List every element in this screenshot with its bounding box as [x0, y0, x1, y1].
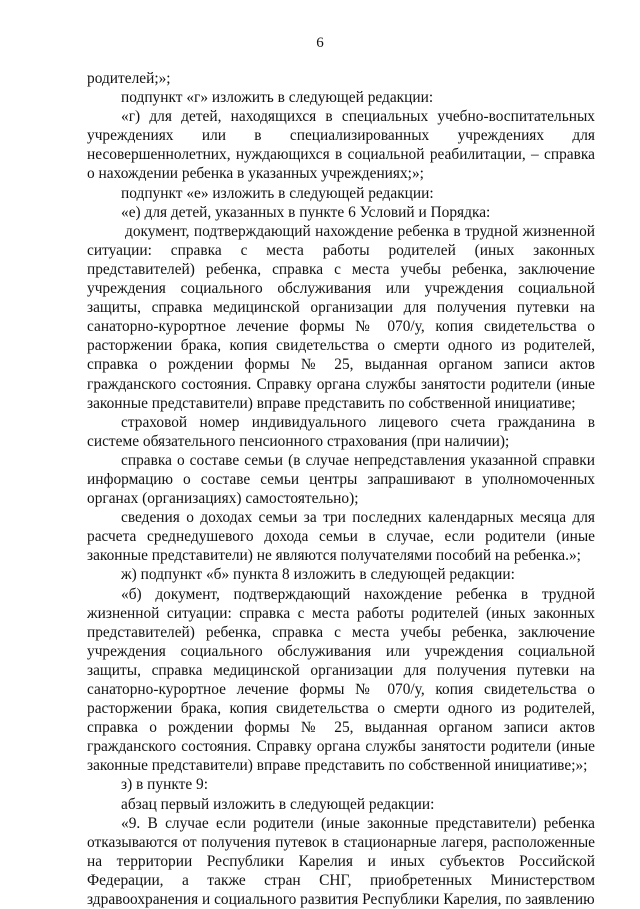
page-number: 6 — [316, 35, 324, 51]
paragraph: ж) подпункт «б» пункта 8 изложить в следующей редакции: — [121, 566, 515, 584]
paragraph: справка о составе семьи (в случае непредставления указанной справки информацию о составе семьи центры запрашивают в уполномоченных органах (организациях) самостоятельно); — [87, 451, 595, 508]
paragraph: страховой номер индивидуального лицевого счета гражданина в системе обязательного пенсионного страхования (при наличии); — [87, 413, 595, 450]
paragraph: родителей;»; — [87, 70, 171, 87]
paragraph: «г) для детей, находящихся в специальных учебно-воспитательных учреждениях или в специализированных учреждениях для несовершеннолетних, нуждающихся в социальной реабилитации, – справка о нахождении ребенка в указанных учреждениях;»; — [87, 108, 595, 183]
paragraph: «б) документ, подтверждающий нахождение ребенка в трудной жизненной ситуации: справка с места работы родителей (иных законных представителей) ребенка, справка с места учебы ребенка, заключение учреждения социального обслуживания или учреждения социальной защиты, справка медицинской организации для получения путевки на санаторно-курортное лечение формы № 070/у, копия свидетельства о расторжении брака, копия свидетельства о смерти одного из родителей, справка о рождении формы № 25, выданная органом записи актов гражданского состояния. Справку органа службы занятости родители (иные законные представители) вправе представить по собственной инициативе;»; — [87, 585, 595, 775]
paragraph: «9. В случае если родители (иные законные представители) ребенка отказываются от получения путевок в стационарные лагеря, расположенные на территории Республики Карелия и иных субъектов Российской Федерации, а также стран СНГ, приобретенных Министерством здравоохранения и социального развития Республики Карелия, по заявлению — [87, 814, 595, 909]
paragraph: абзац первый изложить в следующей редакции: — [121, 795, 435, 813]
paragraph: з) в пункте 9: — [121, 776, 208, 794]
paragraph: «е) для детей, указанных в пункте 6 Условий и Порядка: — [121, 203, 491, 221]
paragraph: подпункт «г» изложить в следующей редакции: — [121, 89, 434, 107]
paragraph: сведения о доходах семьи за три последних календарных месяца для расчета среднедушевого дохода семьи в случае, если родители (иные законные представители) не являются получателями пособий на ребенка.»; — [87, 509, 595, 565]
paragraph: документ, подтверждающий нахождение ребенка в трудной жизненной ситуации: справка с места работы родителей (иных законных представителей) ребенка, справка с места учебы ребенка, заключение учреждения социального обслуживания или учреждения социальной защиты, справка медицинской организации для получения путевки на санаторно-курортное лечение формы № 070/у, копия свидетельства о расторжении брака, копия свидетельства о смерти одного из родителей, справка о рождении формы № 25, выданная органом записи актов гражданского состояния. Справку органа службы занятости родители (иные законные представители) вправе представить по собственной инициативе; — [87, 222, 595, 412]
paragraph: подпункт «е» изложить в следующей редакции: — [121, 184, 434, 202]
document-body — [87, 69, 595, 909]
